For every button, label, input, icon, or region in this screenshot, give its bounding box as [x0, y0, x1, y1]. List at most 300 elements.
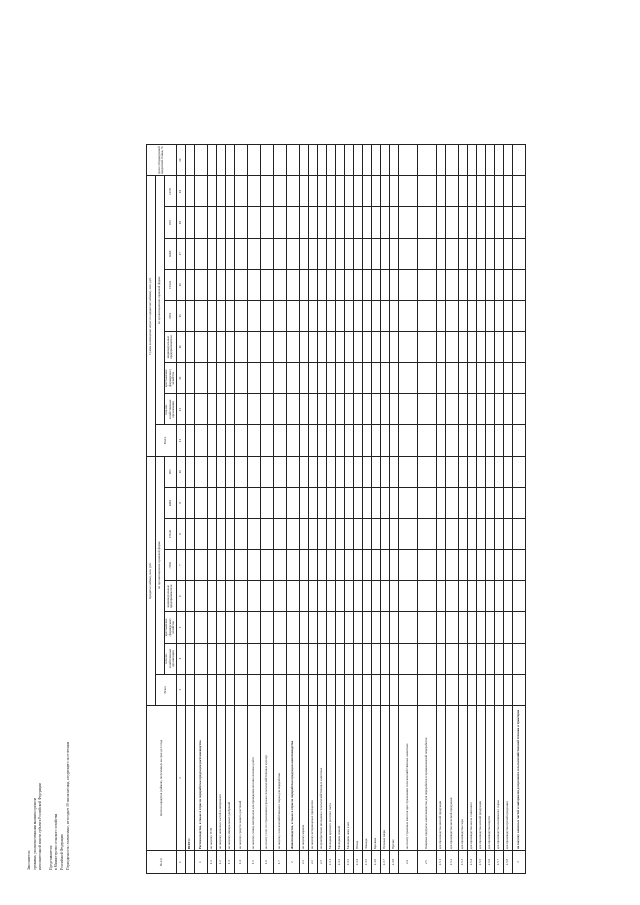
row-number: 2.5.4: [467, 851, 476, 874]
data-cell: [389, 394, 398, 425]
data-cell: [436, 581, 445, 612]
data-cell: [494, 176, 503, 207]
data-cell: [362, 176, 371, 207]
data-cell: [417, 550, 436, 581]
col-header-2-cat_kfh2: КФХ: [165, 238, 177, 269]
data-cell: [335, 425, 344, 456]
table-row: [326, 145, 335, 874]
data-cell: [353, 269, 362, 300]
data-cell: [389, 300, 398, 331]
data-cell: [476, 176, 485, 207]
row-description: Пищевые продукты животноводства для переработки и промышленной переработки: [417, 705, 436, 850]
data-cell: [458, 363, 467, 394]
data-cell: [503, 456, 512, 487]
data-cell: [467, 394, 476, 425]
data-cell: [467, 332, 476, 363]
col-number: 4: [176, 643, 185, 674]
row-description: для производства прочей продукции: [503, 705, 512, 850]
table-row: [389, 145, 398, 874]
data-cell: [216, 612, 225, 643]
col-number: 15: [176, 300, 185, 331]
data-cell: [362, 332, 371, 363]
data-cell: [380, 207, 389, 238]
data-cell: [194, 176, 207, 207]
data-cell: [371, 176, 380, 207]
data-cell: [467, 456, 476, 487]
data-cell: [260, 425, 273, 456]
data-cell: [194, 394, 207, 425]
data-cell: [260, 145, 273, 176]
data-cell: [362, 363, 371, 394]
data-cell: [503, 269, 512, 300]
data-cell: [458, 207, 467, 238]
header-line: Представляется:: [48, 844, 53, 870]
data-cell: [260, 456, 273, 487]
data-cell: [476, 269, 485, 300]
data-cell: [308, 425, 317, 456]
data-cell: [371, 145, 380, 176]
data-cell: [494, 145, 503, 176]
row-number: 1.5: [247, 851, 260, 874]
data-cell: [445, 487, 458, 518]
data-cell: [371, 238, 380, 269]
data-cell: [494, 456, 503, 487]
col-number: 17: [176, 238, 185, 269]
data-cell: [362, 238, 371, 269]
table-row: [458, 145, 467, 874]
data-cell: [194, 487, 207, 518]
data-cell: [216, 487, 225, 518]
row-description: Молодняк овец и коз: [344, 705, 353, 850]
data-cell: [380, 300, 389, 331]
data-cell: [247, 332, 260, 363]
data-cell: [326, 269, 335, 300]
data-cell: [371, 269, 380, 300]
data-cell: [380, 363, 389, 394]
data-cell: [512, 518, 525, 549]
data-cell: [216, 674, 225, 705]
data-cell: [335, 518, 344, 549]
data-cell: [417, 581, 436, 612]
data-cell: [380, 145, 389, 176]
col-header-total: Всего: [156, 674, 177, 705]
col-number: 1: [176, 851, 185, 874]
row-description: на закупку запасных частей и материалов: [216, 705, 225, 850]
data-cell: [247, 643, 260, 674]
data-cell: [485, 487, 494, 518]
data-cell: [299, 176, 308, 207]
data-cell: [467, 145, 476, 176]
data-cell: [308, 145, 317, 176]
data-cell: [512, 425, 525, 456]
data-cell: [445, 518, 458, 549]
row-number: 2.5.3: [458, 851, 467, 874]
data-cell: [467, 581, 476, 612]
row-number: 2.2: [308, 851, 317, 874]
col-number: 7: [176, 550, 185, 581]
data-cell: [445, 425, 458, 456]
data-cell: [216, 269, 225, 300]
data-cell: [445, 643, 458, 674]
table-row: [467, 145, 476, 874]
data-cell: [503, 363, 512, 394]
data-cell: [476, 145, 485, 176]
header-line: Периодичность: ежемесячно, не позднее 10 числа месяца, следующего за отчетным: [65, 741, 70, 870]
data-cell: [225, 269, 234, 300]
data-cell: [247, 238, 260, 269]
row-description: Птица: [353, 705, 362, 850]
data-cell: [417, 518, 436, 549]
data-cell: [207, 518, 216, 549]
table-row: [194, 145, 207, 874]
data-cell: [344, 487, 353, 518]
data-cell: [185, 207, 194, 238]
data-cell: [417, 456, 436, 487]
data-cell: [503, 643, 512, 674]
data-cell: [273, 176, 286, 207]
data-cell: [362, 394, 371, 425]
row-description: ВСЕГО: [185, 705, 194, 850]
data-cell: [458, 643, 467, 674]
data-cell: [326, 394, 335, 425]
data-cell: [398, 456, 417, 487]
table-row: [494, 145, 503, 874]
data-cell: [234, 643, 247, 674]
data-cell: [260, 394, 273, 425]
data-cell: [260, 643, 273, 674]
data-cell: [344, 550, 353, 581]
data-cell: [216, 456, 225, 487]
data-cell: [317, 425, 326, 456]
row-number: 2: [286, 851, 299, 874]
data-cell: [445, 300, 458, 331]
data-cell: [326, 518, 335, 549]
data-cell: [185, 612, 194, 643]
data-cell: [225, 581, 234, 612]
data-cell: [247, 394, 260, 425]
data-cell: [436, 207, 445, 238]
data-cell: [485, 363, 494, 394]
row-description: на закупку средств защиты растений: [234, 705, 247, 850]
data-cell: [512, 332, 525, 363]
data-cell: [308, 674, 317, 705]
data-cell: [317, 176, 326, 207]
row-number: 1.7: [273, 851, 286, 874]
header-line: исполнительной власти субъекта Российской Федерации: [38, 783, 43, 870]
data-cell: [225, 425, 234, 456]
col-header-2-cat_lph: ЛПХ: [165, 300, 177, 331]
data-cell: [247, 612, 260, 643]
table-row: [503, 145, 512, 874]
data-cell: [308, 550, 317, 581]
data-cell: [503, 612, 512, 643]
data-cell: [216, 425, 225, 456]
data-cell: [436, 518, 445, 549]
data-cell: [398, 425, 417, 456]
data-cell: [485, 145, 494, 176]
data-cell: [353, 425, 362, 456]
data-cell: [207, 425, 216, 456]
data-cell: [436, 145, 445, 176]
data-cell: [485, 425, 494, 456]
data-cell: [194, 456, 207, 487]
data-cell: [326, 487, 335, 518]
data-cell: [308, 238, 317, 269]
data-cell: [299, 207, 308, 238]
data-cell: [286, 300, 299, 331]
data-cell: [380, 487, 389, 518]
data-cell: [476, 363, 485, 394]
row-number: 2.3.3: [344, 851, 353, 874]
data-cell: [389, 550, 398, 581]
data-cell: [185, 550, 194, 581]
data-cell: [207, 643, 216, 674]
col-header-2-cat_spok: СПоК: [165, 269, 177, 300]
data-cell: [476, 207, 485, 238]
data-cell: [445, 176, 458, 207]
col-number: 18: [176, 207, 185, 238]
data-cell: [234, 674, 247, 705]
data-cell: [299, 238, 308, 269]
data-cell: [335, 612, 344, 643]
data-cell: [344, 363, 353, 394]
data-cell: [308, 394, 317, 425]
row-number: 2.3.6: [371, 851, 380, 874]
data-cell: [494, 612, 503, 643]
data-cell: [207, 581, 216, 612]
data-cell: [436, 363, 445, 394]
data-cell: [308, 363, 317, 394]
data-cell: [353, 300, 362, 331]
data-cell: [225, 612, 234, 643]
header-line: Заполняется:: [27, 850, 31, 870]
data-cell: [371, 394, 380, 425]
data-cell: [476, 518, 485, 549]
row-number: 2.3.1: [326, 851, 335, 874]
data-cell: [458, 550, 467, 581]
data-cell: [326, 425, 335, 456]
data-cell: [247, 518, 260, 549]
col-header-cat_kfh: крестьянские (фермерские) хозяйства: [165, 612, 177, 643]
data-cell: [445, 145, 458, 176]
data-cell: [398, 300, 417, 331]
data-cell: [286, 332, 299, 363]
data-cell: [445, 612, 458, 643]
data-cell: [299, 581, 308, 612]
data-cell: [299, 456, 308, 487]
data-cell: [299, 487, 308, 518]
data-cell: [308, 332, 317, 363]
data-cell: [362, 550, 371, 581]
row-description: на оплату страховых взносов при страховании сельскохозяйственных животных: [398, 705, 417, 850]
data-cell: [273, 456, 286, 487]
data-cell: [194, 300, 207, 331]
data-cell: [485, 612, 494, 643]
data-cell: [353, 487, 362, 518]
data-cell: [185, 643, 194, 674]
data-cell: [273, 394, 286, 425]
data-cell: [234, 487, 247, 518]
data-cell: [371, 674, 380, 705]
col-number: 5: [176, 612, 185, 643]
row-number: 2.3.7: [380, 851, 389, 874]
data-cell: [436, 456, 445, 487]
data-cell: [512, 643, 525, 674]
table-row: [485, 145, 494, 874]
data-cell: [458, 581, 467, 612]
data-cell: [467, 176, 476, 207]
data-cell: [286, 425, 299, 456]
data-cell: [380, 518, 389, 549]
data-cell: [286, 394, 299, 425]
data-cell: [247, 145, 260, 176]
data-cell: [335, 394, 344, 425]
data-cell: [344, 176, 353, 207]
table-row: [476, 145, 485, 874]
table-row: [362, 145, 371, 874]
data-cell: [286, 176, 299, 207]
data-cell: [207, 145, 216, 176]
data-cell: [398, 394, 417, 425]
data-cell: [380, 674, 389, 705]
data-cell: [371, 300, 380, 331]
data-cell: [225, 238, 234, 269]
data-cell: [445, 581, 458, 612]
data-cell: [234, 518, 247, 549]
data-cell: [398, 643, 417, 674]
data-cell: [389, 456, 398, 487]
data-cell: [417, 674, 436, 705]
data-cell: [273, 674, 286, 705]
data-cell: [317, 518, 326, 549]
data-cell: [234, 550, 247, 581]
data-cell: [185, 456, 194, 487]
data-cell: [353, 456, 362, 487]
data-cell: [353, 332, 362, 363]
data-cell: [273, 207, 286, 238]
row-description: для производства сыра: [458, 705, 467, 850]
data-cell: [344, 674, 353, 705]
row-number: 2.5: [417, 851, 436, 874]
data-cell: [467, 363, 476, 394]
data-cell: [398, 176, 417, 207]
data-cell: [326, 332, 335, 363]
data-cell: [207, 674, 216, 705]
data-cell: [273, 425, 286, 456]
data-cell: [467, 207, 476, 238]
data-cell: [445, 456, 458, 487]
data-cell: [234, 269, 247, 300]
data-cell: [494, 238, 503, 269]
data-cell: [503, 425, 512, 456]
data-cell: [286, 674, 299, 705]
table-row: [216, 145, 225, 874]
data-cell: [389, 425, 398, 456]
data-cell: [234, 394, 247, 425]
data-cell: [398, 674, 417, 705]
data-cell: [234, 612, 247, 643]
data-cell: [185, 425, 194, 456]
data-cell: [335, 487, 344, 518]
data-cell: [494, 363, 503, 394]
row-number: 2.1: [299, 851, 308, 874]
data-cell: [389, 176, 398, 207]
data-cell: [247, 269, 260, 300]
table-row: [299, 145, 308, 874]
data-cell: [216, 145, 225, 176]
data-cell: [317, 487, 326, 518]
data-cell: [194, 363, 207, 394]
data-cell: [299, 643, 308, 674]
data-cell: [436, 269, 445, 300]
data-cell: [185, 518, 194, 549]
data-cell: [234, 456, 247, 487]
data-cell: [485, 674, 494, 705]
data-cell: [317, 269, 326, 300]
table-row: [273, 145, 286, 874]
data-cell: [225, 518, 234, 549]
data-cell: [326, 363, 335, 394]
data-cell: [335, 332, 344, 363]
data-cell: [194, 145, 207, 176]
col-header-num: № п/п: [147, 851, 177, 874]
data-cell: [467, 269, 476, 300]
data-cell: [503, 145, 512, 176]
data-cell: [317, 207, 326, 238]
data-cell: [194, 643, 207, 674]
data-cell: [207, 394, 216, 425]
data-cell: [326, 207, 335, 238]
data-cell: [207, 238, 216, 269]
data-cell: [436, 238, 445, 269]
data-cell: [286, 550, 299, 581]
data-cell: [512, 394, 525, 425]
data-cell: [398, 145, 417, 176]
data-cell: [326, 176, 335, 207]
data-cell: [194, 550, 207, 581]
table-row: [185, 145, 194, 874]
data-cell: [389, 518, 398, 549]
data-cell: [194, 238, 207, 269]
data-cell: [458, 332, 467, 363]
table-row: [286, 145, 299, 874]
data-cell: [380, 238, 389, 269]
data-cell: [286, 612, 299, 643]
data-cell: [417, 612, 436, 643]
row-number: 2.5.7: [494, 851, 503, 874]
data-cell: [260, 674, 273, 705]
data-cell: [260, 300, 273, 331]
row-description: для производства масла сливочного: [467, 705, 476, 850]
row-number: 1.1: [207, 851, 216, 874]
data-cell: [234, 300, 247, 331]
data-cell: [234, 207, 247, 238]
data-cell: [308, 581, 317, 612]
table-row: [398, 145, 417, 874]
data-cell: [467, 238, 476, 269]
table-body: [185, 145, 525, 874]
table-row: [225, 145, 234, 874]
data-cell: [273, 487, 286, 518]
data-cell: [362, 518, 371, 549]
data-cell: [326, 300, 335, 331]
row-description: Растениеводство, в также в отрасли переработки продукции растениеводства: [194, 705, 207, 850]
data-cell: [436, 550, 445, 581]
data-cell: [458, 425, 467, 456]
data-cell: [247, 207, 260, 238]
col-header-goal: Цели на кредитов (займов), полученных на срок до 1 года: [147, 705, 177, 850]
data-cell: [247, 363, 260, 394]
